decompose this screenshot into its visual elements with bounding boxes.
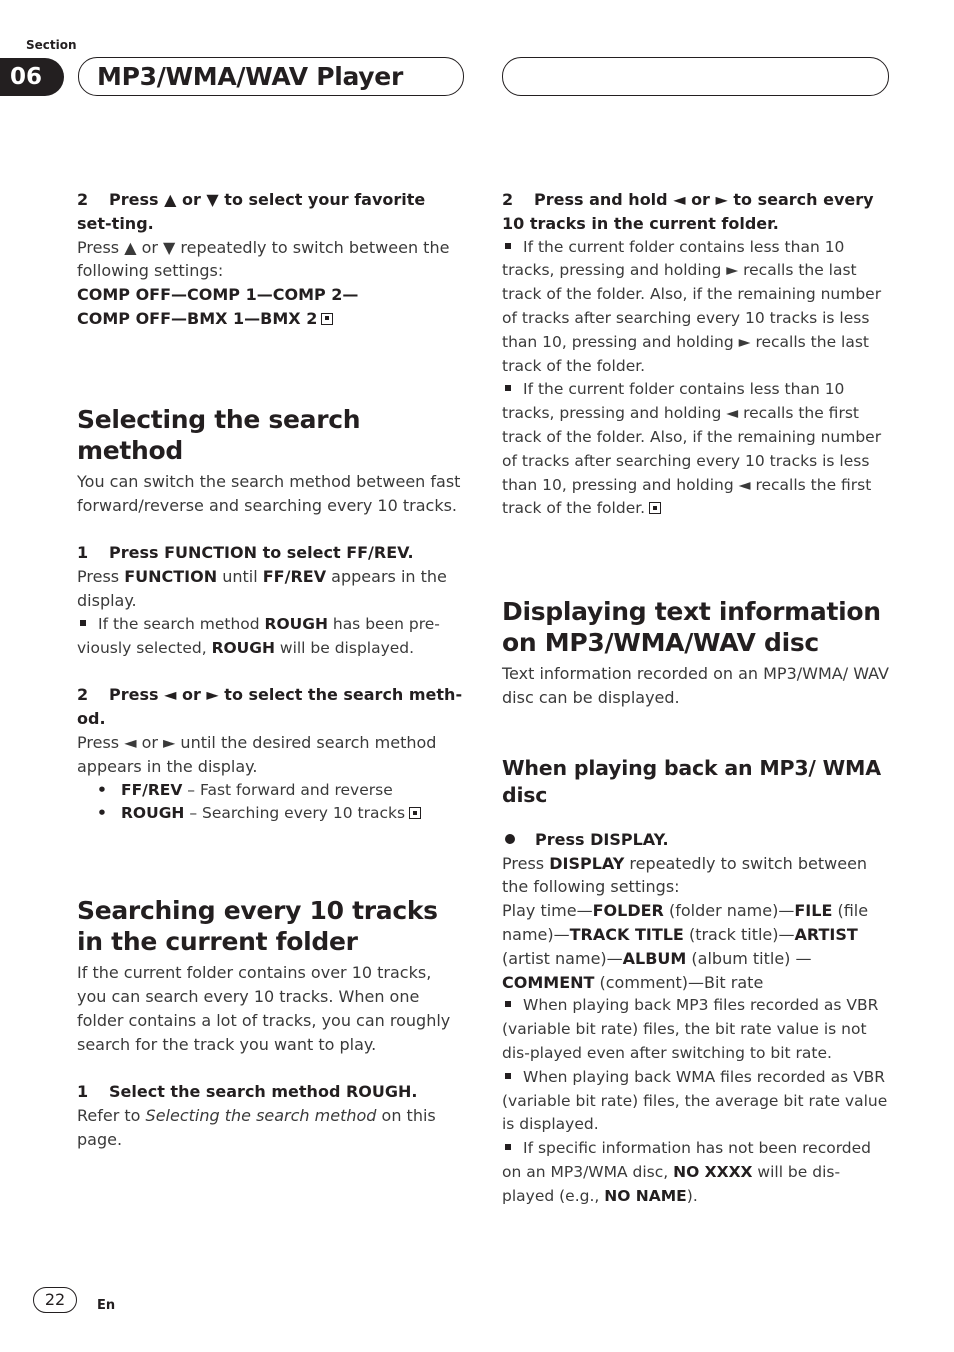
note-wma-vbr: When playing back WMA files recorded as VBR (variable bit rate) files, the average bit rate value is displayed. xyxy=(502,1067,888,1134)
comp-sequence: COMP OFF—COMP 1—COMP 2— COMP OFF—BMX 1—BMX 2 xyxy=(77,285,359,328)
heading-when-playing-back: When playing back an MP3/ WMA disc xyxy=(502,755,881,807)
step-bullet-icon xyxy=(505,834,515,844)
step-press-display: Press DISPLAY. xyxy=(502,828,890,852)
note-square-icon xyxy=(505,385,511,391)
language-label: En xyxy=(97,1298,116,1313)
note-first-track: If the current folder contains less than 10 tracks, pressing and holding ◄ recalls the first track of the folder. Also, if the remaining number of tracks after searching every 10 tracks is less than 10, pressing and holding ◄ recalls the first track of the folder. xyxy=(502,380,882,518)
note-no-xxxx: If specific information has not been recorded on an MP3/WMA disc, NO XXXX will be dis-played (e.g., NO NAME). xyxy=(502,1139,872,1205)
heading-selecting-search-method: Selecting the search method xyxy=(77,404,361,465)
step-select-rough-body: Refer to Selecting the search method on this page. xyxy=(77,1106,436,1149)
header-empty-frame xyxy=(502,57,889,96)
search-method-intro: You can switch the search method between fast forward/reverse and searching every 10 tracks. xyxy=(77,471,461,515)
display-settings-sequence: Play time—FOLDER (folder name)—FILE (file name)—TRACK TITLE (track title)—ARTIST (artist name)—ALBUM (album title) —COMMENT (comment)—Bit rate xyxy=(502,901,869,992)
display-text-intro: Text information recorded on an MP3/WMA/ WAV disc can be displayed. xyxy=(502,664,889,707)
note-square-icon xyxy=(505,1144,511,1150)
step-select-search-method-body: Press ◄ or ► until the desired search method appears in the display. xyxy=(77,732,437,776)
note-last-track: If the current folder contains less than 10 tracks, pressing and holding ► recalls the last track of the folder. Also, if the remaining number of tracks after searching every 10 tracks is less than 10, pressing and holding ► recalls the last track of the folder. xyxy=(502,237,882,375)
note-rough-previously-selected: If the search method ROUGH has been pre-viously selected, ROUGH will be displayed. xyxy=(77,614,440,657)
bullet-ffrev: • FF/REV – Fast forward and reverse xyxy=(97,780,393,799)
note-square-icon xyxy=(505,243,511,249)
page-title: MP3/WMA/WAV Player xyxy=(78,57,464,96)
end-of-section-icon xyxy=(649,502,661,514)
note-square-icon xyxy=(505,1001,511,1007)
section-number-badge: 06 xyxy=(0,58,64,96)
press-display-body: Press DISPLAY repeatedly to switch between the following settings: xyxy=(502,853,868,897)
section-label: Section xyxy=(26,38,77,52)
left-column xyxy=(77,188,465,1152)
end-of-section-icon xyxy=(409,807,421,819)
step-select-setting-body: Press ▲ or ▼ repeatedly to switch between the following settings: xyxy=(77,237,450,281)
step-press-function-body: Press FUNCTION until FF/REV appears in the display. xyxy=(77,567,447,610)
note-square-icon xyxy=(80,620,86,626)
step-select-search-method: 2 Press ◄ or ► to select the search meth-od. xyxy=(77,685,463,729)
page-number: 22 xyxy=(33,1287,77,1313)
note-mp3-vbr: When playing back MP3 files recorded as VBR (variable bit rate) files, the bit rate value is not dis-played even after switching to bit rate. xyxy=(502,996,879,1062)
step-press-and-hold: 2 Press and hold ◄ or ► to search every 10 tracks in the current folder. xyxy=(502,190,874,233)
step-select-rough: 1 Select the search method ROUGH. xyxy=(77,1082,418,1102)
note-square-icon xyxy=(505,1073,511,1079)
step-press-function: 1 Press FUNCTION to select FF/REV. xyxy=(77,543,414,563)
right-column xyxy=(502,188,890,1209)
every-10-intro: If the current folder contains over 10 tracks, you can search every 10 tracks. When one folder contains a lot of tracks, you can roughly search for the track you want to play. xyxy=(77,963,451,1054)
heading-displaying-text-information: Displaying text information on MP3/WMA/WAV disc xyxy=(502,597,881,658)
end-of-section-icon xyxy=(321,313,333,325)
step-select-setting: 2 Press ▲ or ▼ to select your favorite set-ting. xyxy=(77,190,426,233)
bullet-rough: • ROUGH – Searching every 10 tracks xyxy=(77,802,465,826)
heading-searching-every-10-tracks: Searching every 10 tracks in the current folder xyxy=(77,896,438,957)
